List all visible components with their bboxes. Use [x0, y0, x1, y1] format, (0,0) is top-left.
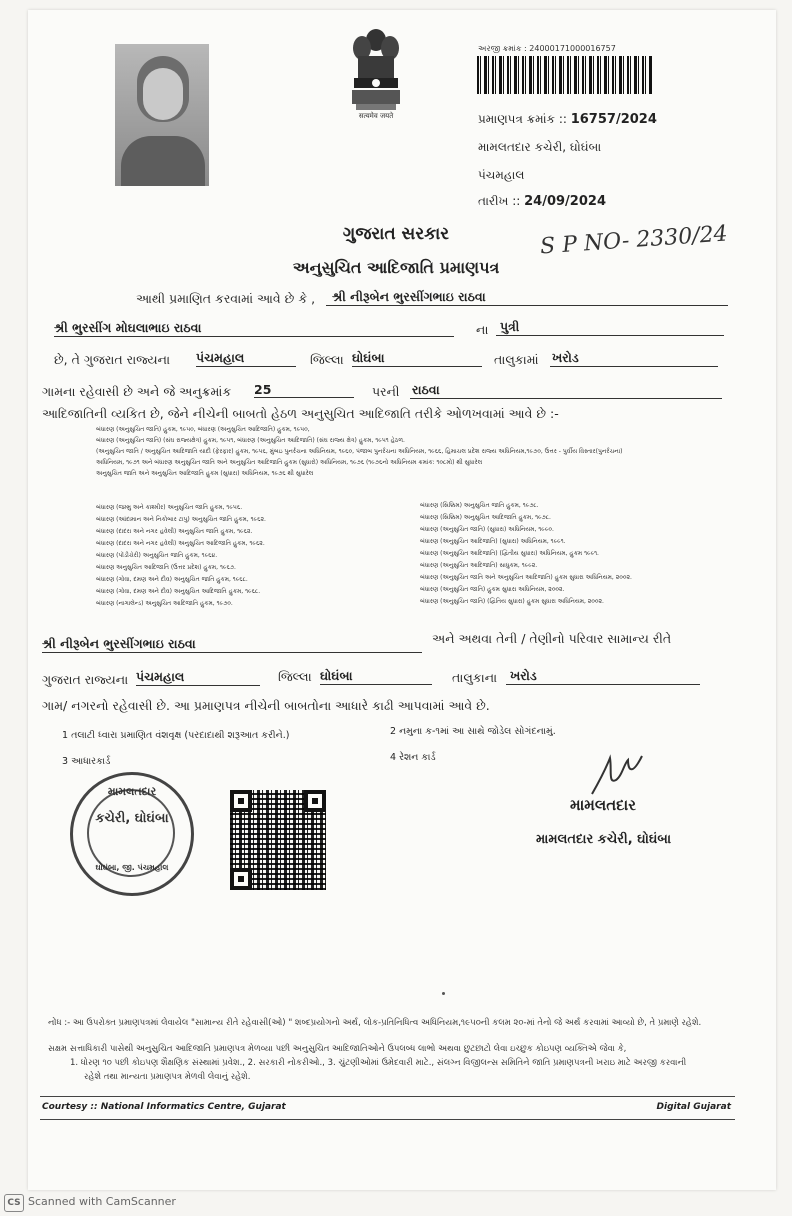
handwritten-note: S P NO- 2330/24 — [539, 221, 729, 260]
family-village-value: ખરોડ — [506, 668, 700, 685]
document-item-4: 4 રેશન કાર્ડ — [390, 752, 436, 763]
family-taluka-value: ઘોઘંબા — [320, 668, 432, 685]
resident-label: ગામના રહેવાસી છે અને જે અનુક્રમાંક — [42, 384, 232, 399]
signatory-title: મામલતદાર — [570, 796, 636, 814]
document-item-1: 1 તલાટી ધ્વારા પ્રમાણિત વંશવૃક્ષ (પરદાદાથી શરૂઆત કરીને.) — [62, 730, 290, 741]
certificate-number-label: પ્રમાણપત્ર ક્રમાંક :: — [478, 112, 571, 126]
district-label: જિલ્લા — [310, 352, 344, 367]
legal-right-item: બંધારણ (અનુસુચિત જાતિ) (દ્વિતિય સુધારા) હુકમ સુધારા અધિનિયમ, ૨૦૦૨. — [420, 598, 604, 605]
camscanner-logo-icon: CS — [4, 1194, 24, 1212]
seal-text-mid: કચેરી, ઘોઘંબા — [95, 811, 169, 826]
legal-references — [96, 424, 696, 479]
national-emblem-icon — [344, 26, 408, 114]
government-title: ગુજરાત સરકાર — [342, 224, 450, 244]
office-seal — [70, 772, 194, 896]
state-label: છે, તે ગુજરાત રાજ્યના — [54, 352, 171, 367]
family-district-label: જિલ્લા — [278, 669, 312, 684]
signatory-office: મામલતદાર કચેરી, ઘોઘંબા — [536, 832, 672, 847]
legal-left-item: બંધારણ (આંદામાન અને નિકોબાર ટાપુ) અનુસુચિત જાતિ હુકમ, ૧૯૬૨. — [96, 516, 266, 523]
taluka-value: ઘોઘંબા — [352, 350, 482, 367]
scanner-text: Scanned with CamScanner — [28, 1195, 176, 1208]
document-item-2: 2 નમુના ક-૧માં આ સાથે જોડેલ સોગંદનામું. — [390, 726, 556, 737]
emblem-caption: सत्यमेव जयते — [358, 112, 394, 120]
seal-text-bottom: ઘોઘંબા, જી. પંચમહાલ — [95, 863, 169, 872]
legal-list-left — [96, 502, 406, 610]
application-serial: અરજી ક્રમાંક : 24000171000016757 — [478, 44, 616, 53]
legal-left-item: બંધારણ (ગોવા, દમણ અને દીવ) અનુસુચિત આદિજાતિ હુકમ, ૧૯૬૮. — [96, 588, 261, 595]
tribe-value: રાઠવા — [410, 382, 722, 399]
issue-date-label: તારીખ :: — [478, 194, 525, 208]
scanner-watermark — [4, 1194, 176, 1212]
footer-bar — [40, 1096, 735, 1120]
issue-date: 24/09/2024 — [524, 194, 606, 209]
family-label: અને અથવા તેની / તેણીનો પરિવાર સામાન્ય રીતે — [432, 631, 672, 646]
note-benefits: સક્ષમ સત્તાધિકારી પાસેથી અનુસુચિત આદિજાતિ પ્રમાણપત્ર મેળવ્યા પછી અનુસુચિત આદિજાતિઓને ઉપલબ્ધ લાભો અથવા છુટછાટો લેવા ઇચ્છુક કોઇપણ વ્યક્તિએ જેવા કે, — [48, 1044, 627, 1054]
legal-right-item: બંધારણ (અનુસુચિત જાતિ અને અનુસુચિત આદિજાતિ) હુકમ સુધારા અધિનિયમ, ૨૦૦૨. — [420, 574, 632, 581]
seal-text-top: મામલતદાર — [107, 785, 157, 798]
issue-date-row — [478, 194, 606, 209]
legal-left-item: બંધારણ (જમ્મુ અને કાશ્મીર) અનુસુચિત જાતિ હુકમ, ૧૯૫૬. — [96, 504, 243, 511]
brand-text: Digital Gujarat — [656, 1102, 731, 1112]
document-item-3: 3 આધારકાર્ડ — [62, 756, 111, 767]
relation: પુત્રી — [496, 319, 724, 336]
family-state-label: ગુજરાત રાજ્યના — [42, 672, 129, 687]
legal-right-item: બંધારણ (સિક્કિમ) અનુસુચિત જાતિ હુકમ, ૧૯૭૮. — [420, 502, 539, 509]
family-taluka-label: તાલુકાના — [452, 670, 498, 685]
legal-right-item: બંધારણ (અનુસુચિત આદિજાતિ) (સુધારા) અધિનિયમ, ૧૯૯૧. — [420, 538, 566, 545]
legal-right-item: બંધારણ (સિક્કિમ) અનુસુચિત આદિજાતિ હુકમ, ૧૯૭૮. — [420, 514, 551, 521]
basis-text: ગામ/ નગરનો રહેવાસી છે. આ પ્રમાણપત્ર નીચેની બાબતોના આધારે કાઢી આપવામાં આવે છે. — [42, 698, 490, 713]
legal-left-item: બંધારણ (ગોવા, દમણ અને દીવ) અનુસુચિત જાતિ હુકમ, ૧૯૬૮. — [96, 576, 248, 583]
legal-right-item: બંધારણ (અનુસુચિત આદિજાતિ) (દ્વિતીય સુધારા) અધિનિયમ, હુકમ ૧૯૯૧. — [420, 550, 599, 557]
legal-left-item: બંધારણ (દાદરા અને નગર હવેલી) અનુસુચિત જાતિ હુકમ, ૧૯૬૨. — [96, 528, 253, 535]
legal-right-item: બંધારણ (અનુસુચિત જાતિ) હુકમ સુધારા અધિનિયમ, ૨૦૦૨. — [420, 586, 565, 593]
serial-value: 25 — [254, 382, 354, 398]
recognition-text: આદિજાતિની વ્યકિત છે, જેને નીચેની બાબતો હેઠળ અનુસુચિત આદિજાતિ તરીકે ઓળખવામાં આવે છે :- — [42, 406, 559, 421]
legal-right-item: બંધારણ (અનુસુચિત જાતિ) (સુધારા) અધિનિયમ, ૧૯૯૦. — [420, 526, 554, 533]
village-value: ખરોડ — [550, 350, 718, 367]
legal-list-right — [420, 500, 710, 608]
district-value: પંચમહાલ — [196, 350, 296, 367]
certificate-number: 16757/2024 — [570, 112, 657, 127]
certificate-title: અનુસુચિત આદિજાતિ પ્રમાણપત્ર — [292, 258, 500, 277]
legal-ref-line: બંધારણ (અનુસુચિત જાતિ) (સંઘ રાજ્યક્ષેત્ર) હુકમ, ૧૯૫૧, બંધારણ (અનુસુચિત આદિજાતિ) (સંઘ રાજ્ય ક્ષેત્ર) હુકમ, ૧૯૫૧ હેઠળ. — [96, 437, 405, 444]
barcode — [477, 56, 652, 94]
relation-label: ના — [476, 322, 489, 337]
applicant-photo — [115, 44, 209, 186]
note-validity: રહેશે તથા માન્યતા પ્રમાણપત્ર મેળવી લેવાનું રહેશે. — [84, 1072, 251, 1082]
signature-mark — [588, 750, 648, 800]
courtesy-text: Courtesy :: National Informatics Centre, Gujarat — [42, 1102, 286, 1112]
issuing-office: મામલતદાર કચેરી, ઘોઘંબા — [478, 140, 602, 154]
certificate-number-row — [478, 112, 657, 127]
intro-text: આથી પ્રમાણિત કરવામાં આવે છે કે , — [136, 291, 316, 306]
qr-code — [230, 790, 326, 890]
legal-ref-line: બંધારણ (અનુસુચિત જાતિ) હુકમ, ૧૯૫૦, બંધારણ (અનુસુચિત આદિજાતિ) હુકમ, ૧૯૫૦, — [96, 426, 310, 433]
holder-name: શ્રી નીરૂબેન ભુરસીંગભાઇ રાઠવા — [326, 289, 728, 306]
issuing-district: પંચમહાલ — [478, 168, 525, 182]
ink-dot — [442, 992, 445, 995]
par-label: પરની — [372, 384, 400, 399]
legal-ref-line: અધિનિયમ, ૧૯૭૧ અને બંધારણ અનુસુચિત જાતિ અને અનુસુચિત આદિજાતિ હુકમ (સુધારો) અધિનિયમ, ૧૯૭૬ (૧૯૭૬નો અધિનિયમ ક્રમાંક: ૧૦૮મો) થી સુધારેલ — [96, 459, 483, 466]
legal-left-item: બંધારણ (પોંડીચેરી) અનુસુચિત જાતિ હુકમ, ૧૯૬૪. — [96, 552, 218, 559]
note-definition: નોંધ :- આ ઉપરોક્ત પ્રમાણપત્રમાં લેવાયેલ "સામાન્ય રીતે રહેવાસી(ઓ) " શબ્દપ્રયોગનો અર્થ, લોક-પ્રતિનિધિત્વ અધિનિયમ,૧૯૫૦ની કલમ ૨૦-માં તેનો જે અર્થ કરવામાં આવ્યો છે, તે પ્રમાણે રહેશે. — [48, 1018, 702, 1028]
taluka-label: તાલુકામાં — [494, 352, 539, 367]
legal-left-item: બંધારણ (દાદરા અને નગર હવેલી) અનુસુચિત આદિજાતિ હુકમ, ૧૯૬૨. — [96, 540, 265, 547]
legal-left-item: બંધારણ અનુસુચિત આદિજાતિ (ઉત્તર પ્રદેશ) હુકમ, ૧૯૬૭. — [96, 564, 236, 571]
legal-ref-line: અનુસુચિત જાતિ અને અનુસુચિત આદિજાતિ હુકમ (સુધારા) અધિનિયમ, ૧૯૭૬ થી સુધારેલ — [96, 470, 314, 477]
family-holder-name: શ્રી નીરૂબેન ભુરસીંગભાઇ રાઠવા — [42, 636, 422, 653]
legal-right-item: બંધારણ (અનુસુચિત આદિજાતિ) સાધુકમ, ૧૯૯૨. — [420, 562, 538, 569]
family-district-value: પંચમહાલ — [136, 669, 260, 686]
legal-left-item: બંધારણ (નાગાલેન્ડ) અનુસુચિત આદિજાતિ હુકમ, ૧૯૭૦. — [96, 600, 233, 607]
note-purposes: 1. ધોરણ ૧૦ પછી કોઇપણ શૈક્ષણિક સંસ્થામાં પ્રવેશ., 2. સરકારી નોકરીઓ., 3. ચુંટણીઓમાં ઉમેદવારી માટે., સંલગ્ન વિજીલન્સ સમિતિને જાતિ પ્રમાણપત્રની ખરાઇ માટે અરજી કરવાની — [70, 1058, 687, 1068]
father-name: શ્રી ભુરસીંગ મોઘલાભાઇ રાઠવા — [54, 320, 454, 337]
legal-ref-line: (અનુસુચિત જાતિ / અનુસુચિત આદિજાતિ યાદી (ફેરફાર) હુકમ, ૧૯૫૬, મુંબઇ પુનર્રચના અધિનિયમ, ૧૯૬૦, પંજાબ પુનર્રચના અધિનિયમ, ૧૯૬૬, હિમાચલ પ્રદેશ રાજ્ય અધિનિયમ,૧૯૭૦, ઉત્તર - પુર્વીય વિસ્તાર(પુનર્રચના) — [96, 448, 623, 455]
